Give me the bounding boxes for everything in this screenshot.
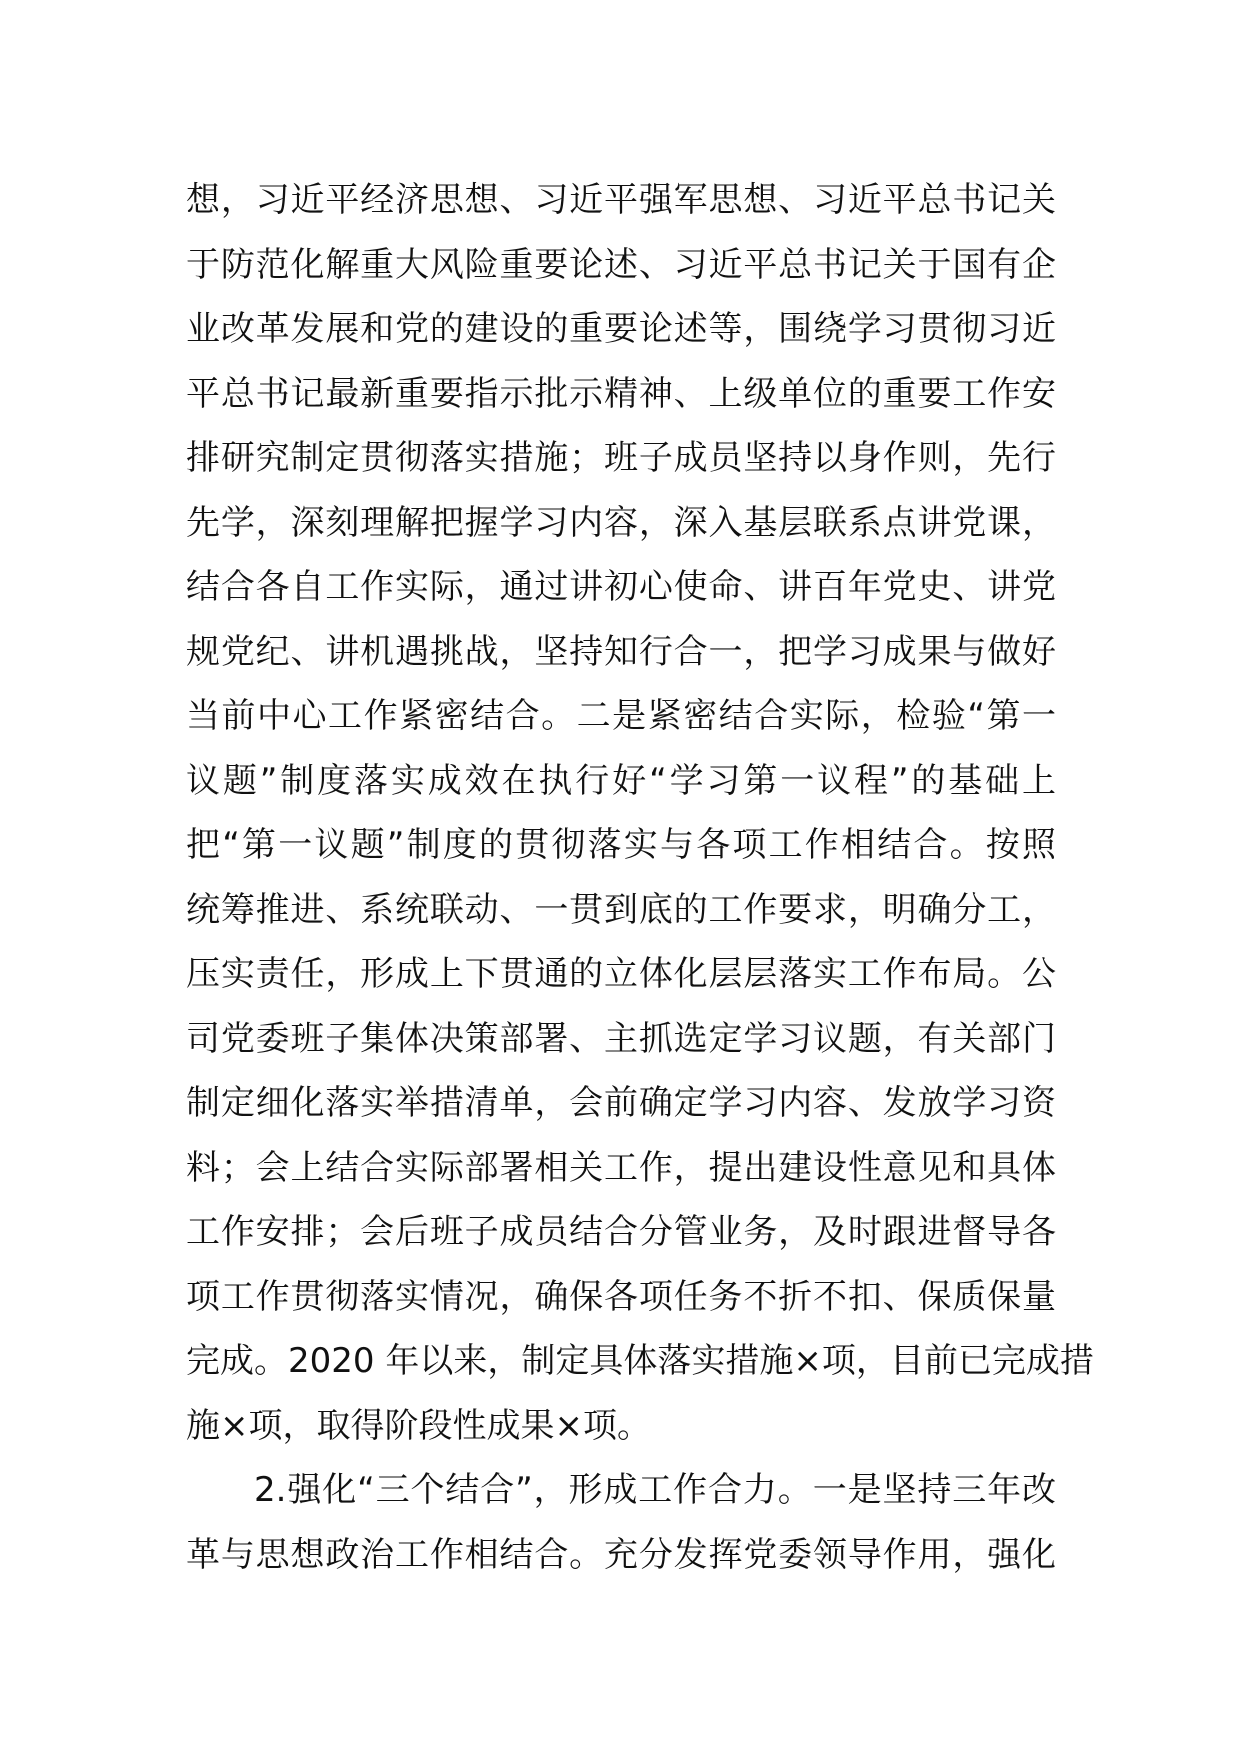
text-line: 规党纪、讲机遇挑战，坚持知行合一，把学习成果与做好 [186, 631, 1056, 672]
text-line: 议题”制度落实成效在执行好“学习第一议程”的基础上 [186, 760, 1056, 801]
text-line: 业改革发展和党的建设的重要论述等，围绕学习贯彻习近 [186, 309, 1056, 349]
text-line: 革与思想政治工作相结合。充分发挥党委领导作用，强化 [186, 1534, 1056, 1575]
text-line: 排研究制定贯彻落实措施；班子成员坚持以身作则，先行 [186, 438, 1056, 478]
text-line: 平总书记最新重要指示批示精神、上级单位的重要工作安 [186, 373, 1056, 414]
text-line: 统筹推进、系统联动、一贯到底的工作要求，明确分工， [186, 889, 1056, 930]
text-line: 司党委班子集体决策部署、主抓选定学习议题，有关部门 [186, 1018, 1056, 1059]
text-line: 先学，深刻理解把握学习内容，深入基层联系点讲党课， [186, 502, 1056, 543]
text-line: 工作安排；会后班子成员结合分管业务，及时跟进督导各 [186, 1212, 1056, 1252]
text-line: 把“第一议题”制度的贯彻落实与各项工作相结合。按照 [186, 825, 1056, 865]
text-line: 当前中心工作紧密结合。二是紧密结合实际，检验“第一 [186, 696, 1056, 736]
text-line: 压实责任，形成上下贯通的立体化层层落实工作布局。公 [186, 954, 1056, 994]
text-line: 料；会上结合实际部署相关工作，提出建设性意见和具体 [186, 1147, 1056, 1188]
text-line: 2.强化“三个结合”，形成工作合力。一是坚持三年改 [254, 1470, 1056, 1510]
text-line: 项工作贯彻落实情况，确保各项任务不折不扣、保质保量 [186, 1276, 1056, 1317]
text-line: 完成。2020 年以来，制定具体落实措施×项，目前已完成措 [186, 1341, 1094, 1381]
text-line: 结合各自工作实际，通过讲初心使命、讲百年党史、讲党 [186, 567, 1056, 607]
text-line: 想，习近平经济思想、习近平强军思想、习近平总书记关 [186, 180, 1056, 220]
body-text [186, 168, 1094, 1587]
text-line: 制定细化落实举措清单，会前确定学习内容、发放学习资 [186, 1083, 1056, 1123]
text-line: 于防范化解重大风险重要论述、习近平总书记关于国有企 [186, 244, 1056, 285]
text-line: 施×项，取得阶段性成果×项。 [186, 1405, 651, 1446]
